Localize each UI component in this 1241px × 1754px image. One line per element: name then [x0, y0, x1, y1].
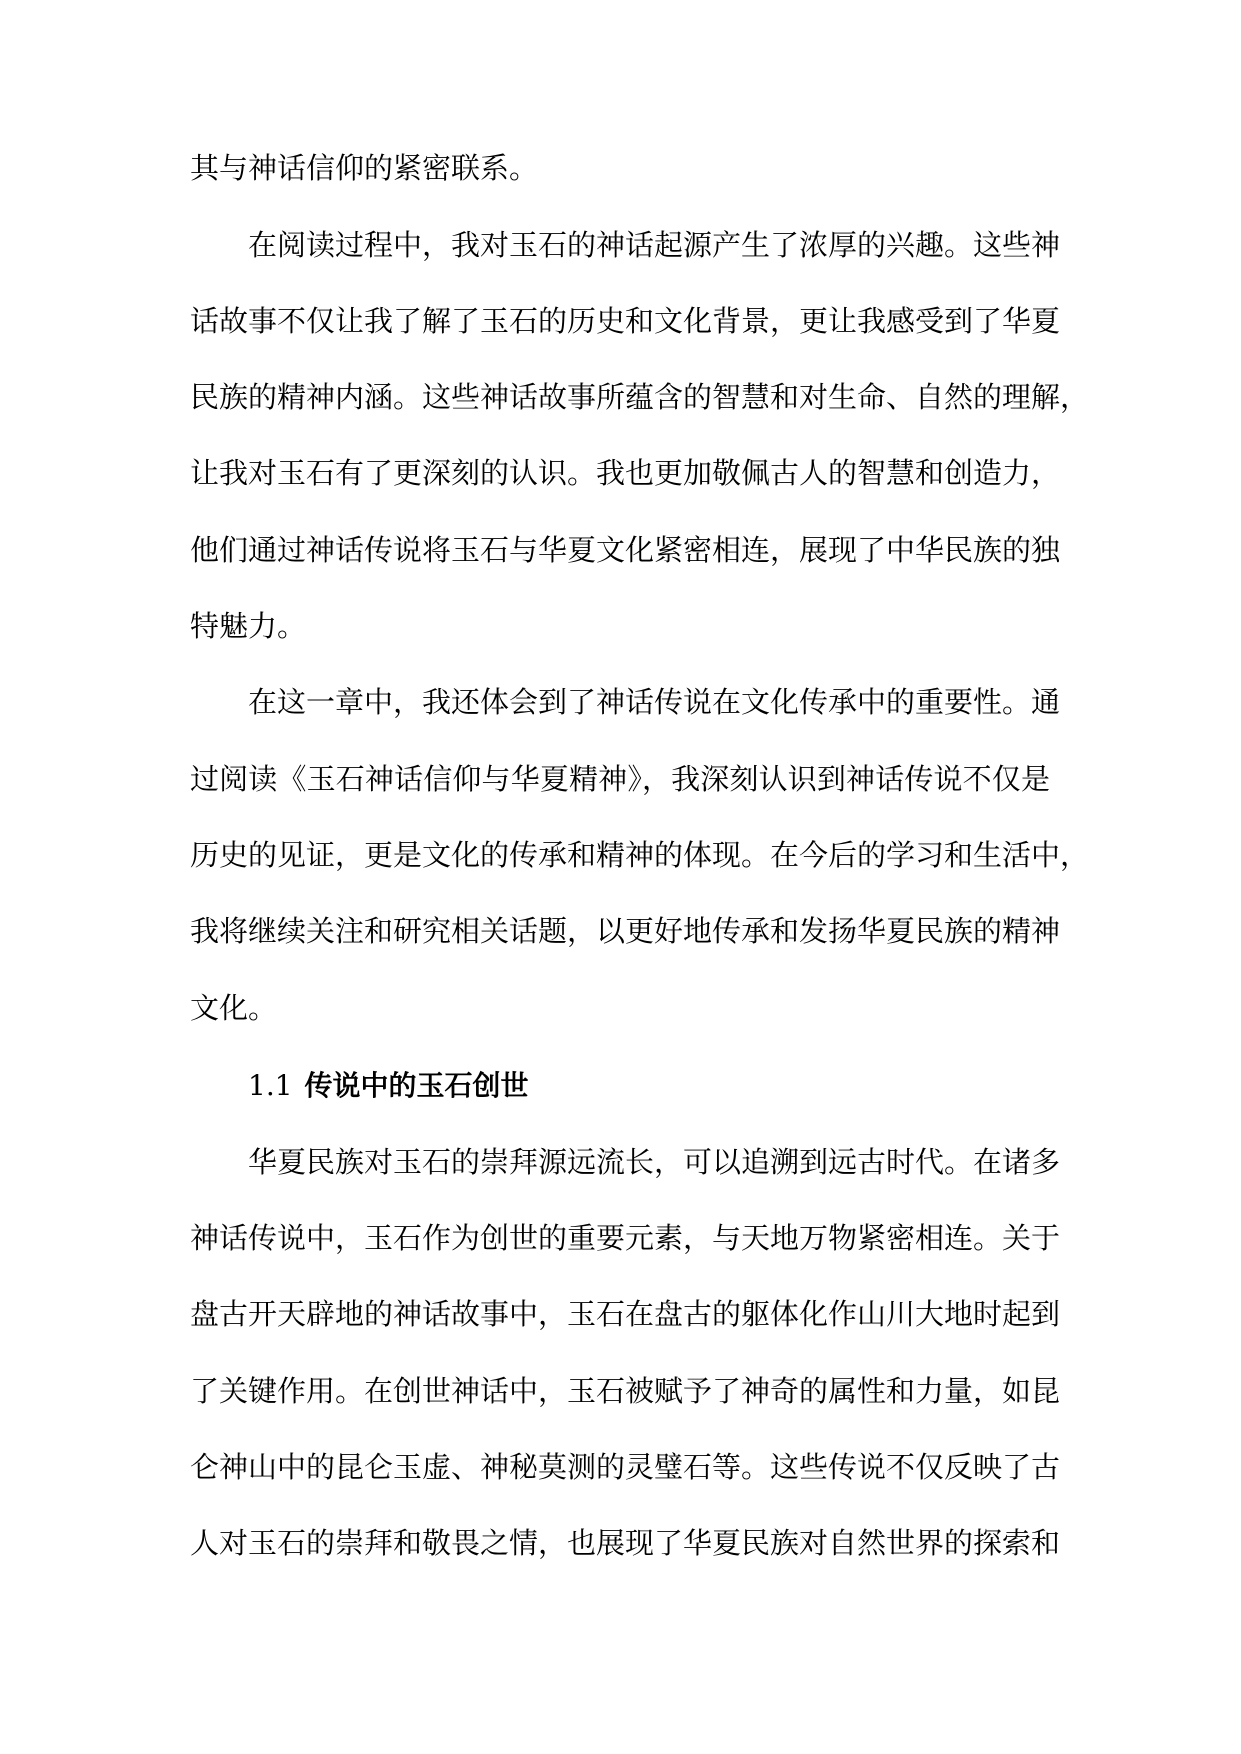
paragraph-line: 盘古开天辟地的神话故事中，玉石在盘古的躯体化作山川大地时起到	[190, 1297, 1061, 1331]
section-title: 传说中的玉石创世	[304, 1069, 529, 1102]
paragraph-line: 话故事不仅让我了解了玉石的历史和文化背景，更让我感受到了华夏	[190, 304, 1061, 338]
paragraph-line: 仑神山中的昆仑玉虚、神秘莫测的灵璧石等。这些传说不仅反映了古	[190, 1450, 1061, 1484]
paragraph-line: 特魅力。	[190, 609, 307, 643]
paragraph-line: 华夏民族对玉石的崇拜源远流长，可以追溯到远古时代。在诸多	[248, 1145, 1061, 1179]
paragraph-line: 其与神话信仰的紧密联系。	[190, 151, 539, 185]
paragraph-line: 他们通过神话传说将玉石与华夏文化紧密相连，展现了中华民族的独	[190, 533, 1061, 567]
paragraph-line: 过阅读《玉石神话信仰与华夏精神》，我深刻认识到神话传说不仅是	[190, 762, 1050, 796]
paragraph-line: 神话传说中，玉石作为创世的重要元素，与天地万物紧密相连。关于	[190, 1221, 1061, 1255]
paragraph-line: 在这一章中，我还体会到了神话传说在文化传承中的重要性。通	[248, 685, 1061, 719]
paragraph-line: 人对玉石的崇拜和敬畏之情，也展现了华夏民族对自然世界的探索和	[190, 1526, 1061, 1560]
paragraph-line: 文化。	[190, 991, 278, 1025]
paragraph-line: 民族的精神内涵。这些神话故事所蕴含的智慧和对生命、自然的理解，	[190, 380, 1090, 414]
paragraph-line: 了关键作用。在创世神话中，玉石被赋予了神奇的属性和力量，如昆	[190, 1374, 1061, 1408]
section-number: 1.1	[248, 1069, 293, 1102]
paragraph-line: 历史的见证，更是文化的传承和精神的体现。在今后的学习和生活中，	[190, 838, 1090, 872]
paragraph-line: 我将继续关注和研究相关话题，以更好地传承和发扬华夏民族的精神	[190, 914, 1061, 948]
section-heading	[248, 1066, 529, 1106]
paragraph-line: 在阅读过程中，我对玉石的神话起源产生了浓厚的兴趣。这些神	[248, 228, 1061, 262]
paragraph-line: 让我对玉石有了更深刻的认识。我也更加敬佩古人的智慧和创造力，	[190, 456, 1061, 490]
